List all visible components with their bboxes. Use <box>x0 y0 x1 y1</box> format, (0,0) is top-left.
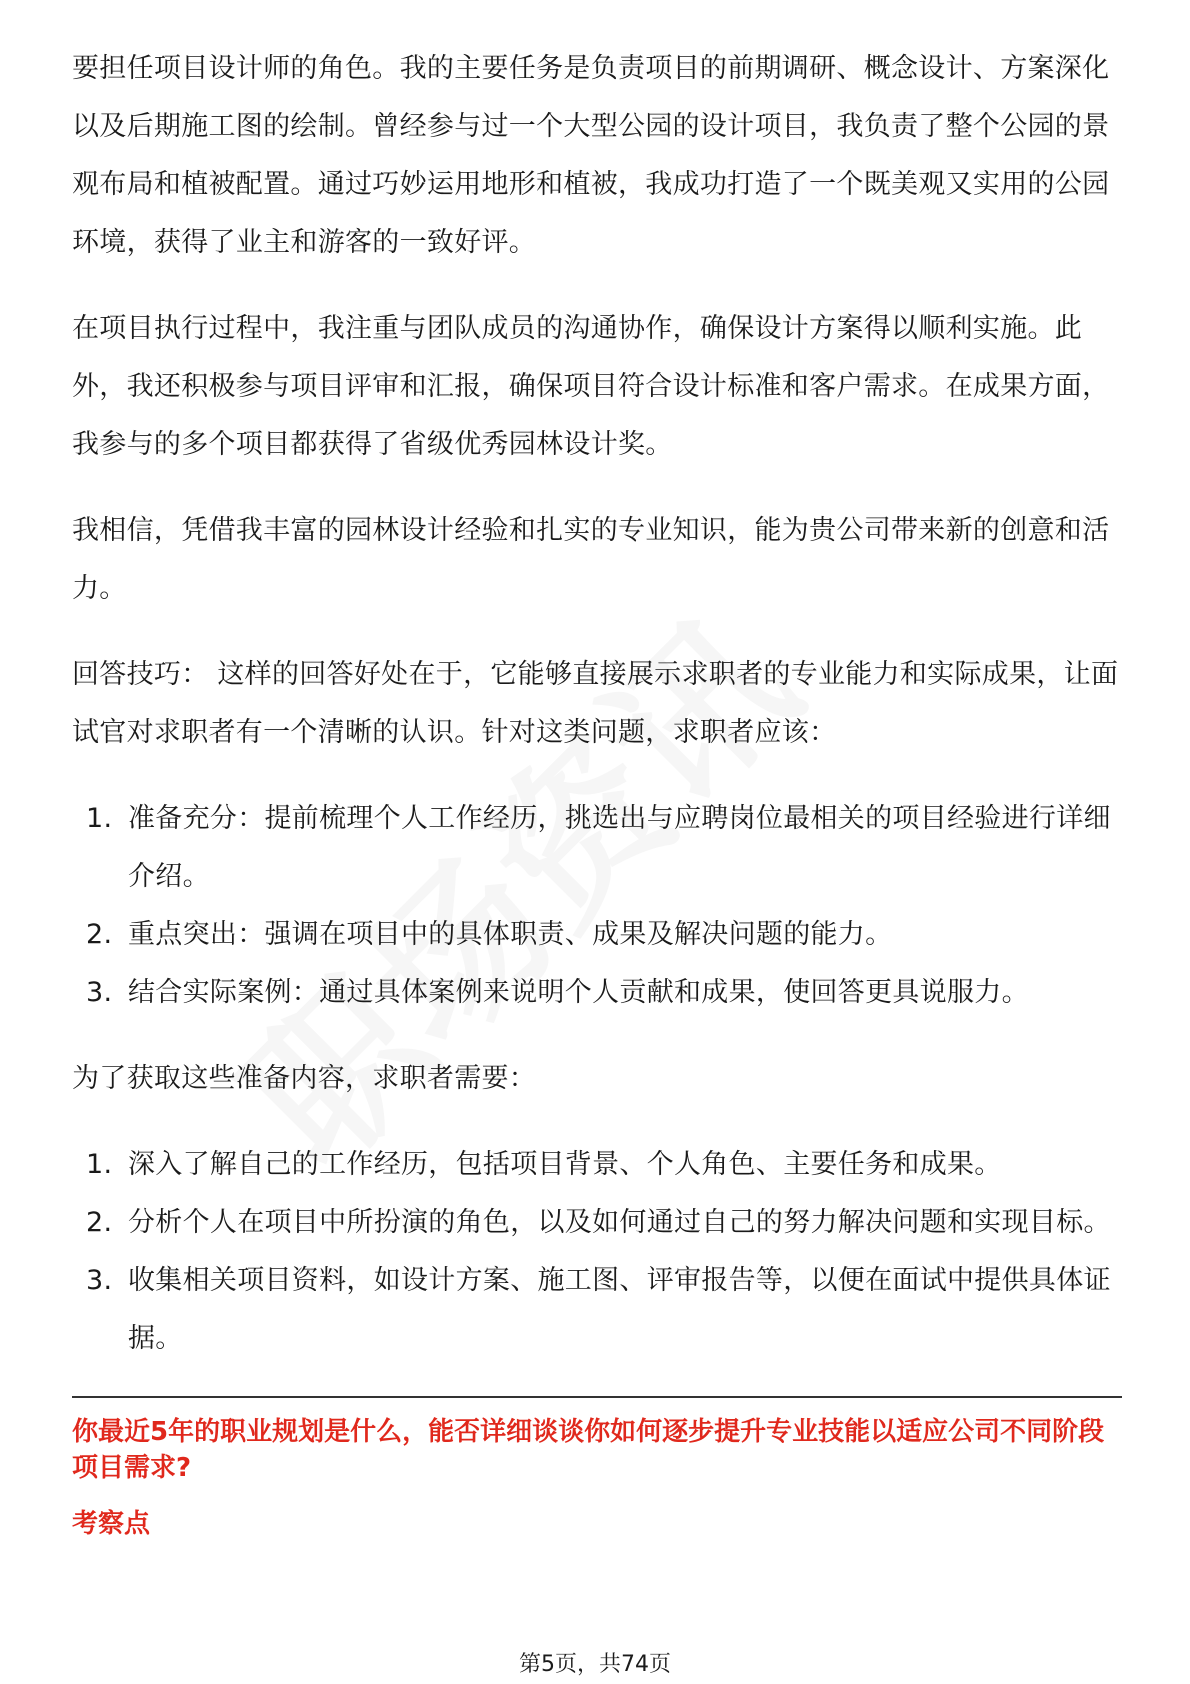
list-item-number: 1. <box>86 1149 113 1180</box>
answer-tips-paragraph: 回答技巧： 这样的回答好处在于，它能够直接展示求职者的专业能力和实际成果，让面试官对求职者有一个清晰的认识。针对这类问题，求职者应该： <box>72 659 1119 748</box>
list-item-number: 2. <box>86 1207 113 1238</box>
list-item-number: 1. <box>86 803 113 834</box>
list-item-text: 分析个人在项目中所扮演的角色，以及如何通过自己的努力解决问题和实现目标。 <box>128 1207 1111 1238</box>
section-title: 考察点 <box>72 1509 151 1539</box>
list-item-text: 深入了解自己的工作经历，包括项目背景、个人角色、主要任务和成果。 <box>128 1149 1002 1180</box>
page-footer: 第5页，共74页 <box>519 1652 671 1677</box>
section-divider <box>72 1396 1122 1398</box>
list-item <box>72 1136 1122 1194</box>
answer-paragraph-3: 我相信，凭借我丰富的园林设计经验和扎实的专业知识，能为贵公司带来新的创意和活力。 <box>72 515 1110 604</box>
list-item-number: 2. <box>86 919 113 950</box>
answer-paragraph-1: 要担任项目设计师的角色。我的主要任务是负责项目的前期调研、概念设计、方案深化以及后期施工图的绘制。曾经参与过一个大型公园的设计项目，我负责了整个公园的景观布局和植被配置。通过巧妙运用地形和植被，我成功打造了一个既美观又实用的公园环境，获得了业主和游客的一致好评。 <box>72 53 1110 258</box>
list-item-text: 结合实际案例：通过具体案例来说明个人贡献和成果，使回答更具说服力。 <box>128 977 1029 1008</box>
list-item <box>72 906 1122 964</box>
preparation-list <box>72 1136 1122 1368</box>
list-item-text: 准备充分：提前梳理个人工作经历，挑选出与应聘岗位最相关的项目经验进行详细介绍。 <box>128 803 1111 892</box>
list-item <box>72 1194 1122 1252</box>
list-item-text: 收集相关项目资料，如设计方案、施工图、评审报告等，以便在面试中提供具体证据。 <box>128 1265 1111 1354</box>
list-item <box>72 964 1122 1022</box>
tips-list <box>72 790 1122 1022</box>
document-body <box>72 40 1122 1542</box>
list-item-text: 重点突出：强调在项目中的具体职责、成果及解决问题的能力。 <box>128 919 893 950</box>
interview-question: 你最近5年的职业规划是什么，能否详细谈谈你如何逐步提升专业技能以适应公司不同阶段项目需求? <box>72 1417 1105 1483</box>
answer-paragraph-2: 在项目执行过程中，我注重与团队成员的沟通协作，确保设计方案得以顺利实施。此外，我还积极参与项目评审和汇报，确保项目符合设计标准和客户需求。在成果方面，我参与的多个项目都获得了省级优秀园林设计奖。 <box>72 313 1110 460</box>
preparation-intro: 为了获取这些准备内容，求职者需要： <box>72 1063 537 1094</box>
list-item-number: 3. <box>86 1265 113 1296</box>
list-item-number: 3. <box>86 977 113 1008</box>
list-item <box>72 790 1122 906</box>
list-item <box>72 1252 1122 1368</box>
